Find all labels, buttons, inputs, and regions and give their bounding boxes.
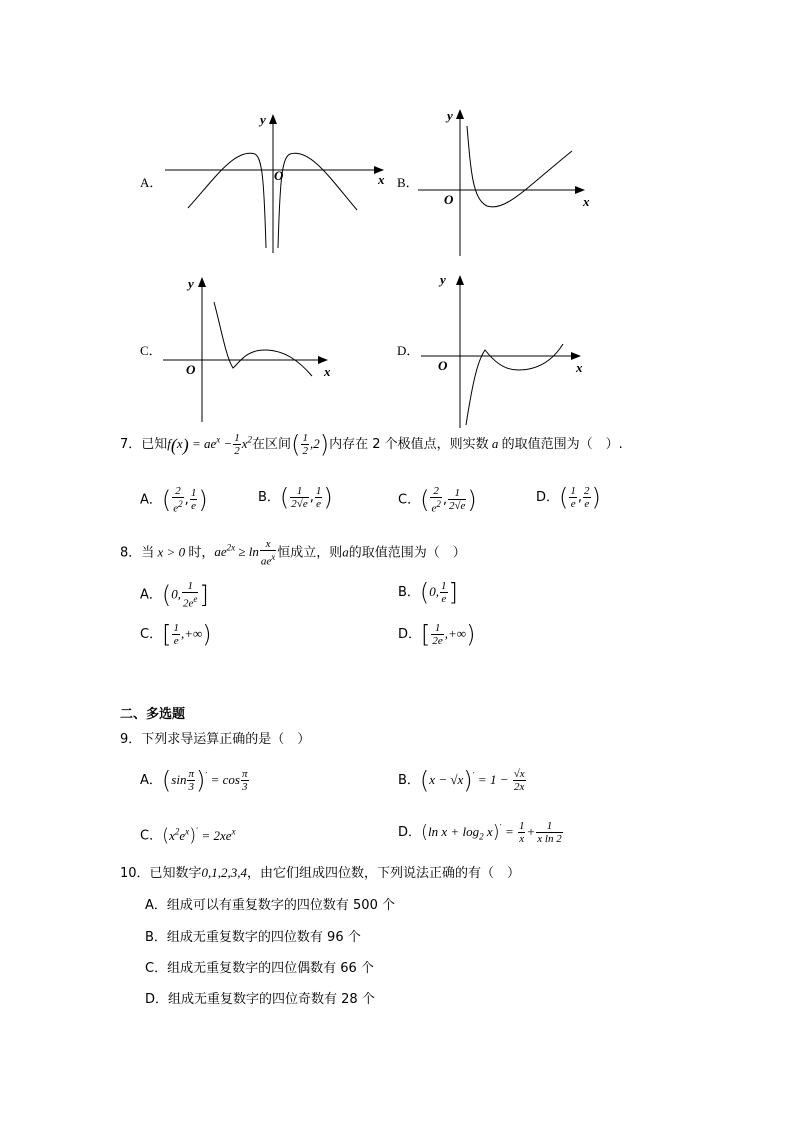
option-b-label: B． (397, 175, 419, 190)
graph-b (415, 104, 600, 259)
question-8: 8．当 x > 0 时，$ae^{2x} \ge \ln$ $\frac{x}{ae^x}$ 恒成立，则a的取值范围为（ ） (120, 538, 466, 568)
option-a-label: A． (140, 175, 163, 190)
q7-option-c[interactable]: C．( $\frac{2}{e^2}$ , $\frac{1}{2√e}$ ) (398, 485, 477, 515)
axis-x-label: x (576, 360, 583, 375)
q7-option-b[interactable]: B．( $\frac{1}{2√e}$ , $\frac{1}{e}$ ) (258, 483, 333, 512)
option-d-label: D． (397, 343, 420, 358)
q8-option-c[interactable]: C．[ $\frac{1}{e}$ ,+∞) (140, 620, 212, 649)
option-c-label: C． (140, 343, 162, 358)
origin-label: O (438, 358, 448, 373)
axis-x-label: x (583, 194, 590, 209)
q7-option-a[interactable]: A．( $\frac{2}{e^2}$ , $\frac{1}{e}$ ) (140, 485, 208, 515)
q9-option-d[interactable]: D．(ln $x + \log_2 x)'$ = $\frac{1}{x}$ + $\frac{1}{\text{x ln 2}}$ (398, 820, 562, 845)
q8-option-d[interactable]: D．[ $\frac{1}{2e}$ ,+∞) (398, 620, 476, 649)
q9-option-c[interactable]: C．$(x^2e^x)' = 2xe^x$ (140, 825, 236, 846)
origin-label: O (274, 168, 284, 183)
question-10: 10．已知数字0,1,2,3,4，由它们组成四位数，下列说法正确的有（ ） (120, 865, 521, 881)
q7-option-d[interactable]: D．( $\frac{1}{e}$ , $\frac{2}{e}$ ) (536, 483, 601, 512)
graph-a (160, 108, 395, 258)
q8-option-a[interactable]: A．(0, $\frac{1}{2e^e}$ ] (140, 580, 209, 610)
origin-label: O (444, 192, 454, 207)
origin-label: O (186, 362, 196, 377)
q7-function: $f(x) = ae^x$ − (167, 434, 233, 456)
section-title: 二、多选题 (120, 707, 186, 722)
q9-option-b[interactable]: B．(x − √x)′ = 1 − $\frac{√x}{2x}$ (398, 766, 525, 795)
q10-option-d[interactable]: D．组成无重复数字的四位奇数有 28 个 (145, 992, 375, 1007)
axis-y-label: y (447, 108, 453, 123)
graph-c (160, 272, 340, 424)
question-7: 7．已知$f(x) = ae^x$ − $\frac{1}{2}$ $x^2$在区间( $\frac{1}{2}$ ,2)内存在 2 个极值点，则实数 a 的取值范围为（ ）. (120, 430, 623, 459)
q10-option-a[interactable]: A．组成可以有重复数字的四位数有 500 个 (145, 898, 395, 913)
graph-d (418, 270, 593, 432)
question-9: 9．下列求导运算正确的是（ ） (120, 732, 311, 747)
q8-option-b[interactable]: B．(0, $\frac{1}{e}$ ] (398, 578, 458, 607)
axis-x-label: x (324, 364, 331, 379)
q10-option-b[interactable]: B．组成无重复数字的四位数有 96 个 (145, 930, 361, 945)
axis-y-label: y (188, 276, 194, 291)
q9-option-a[interactable]: A．(sin $\frac{\pi}{3}$ )′ = cos $\frac{\pi}{3}$ (140, 766, 248, 795)
axis-x-label: x (378, 172, 385, 187)
axis-y-label: y (260, 112, 266, 127)
axis-y-label: y (440, 272, 446, 287)
q10-option-c[interactable]: C．组成无重复数字的四位偶数有 66 个 (145, 961, 374, 976)
